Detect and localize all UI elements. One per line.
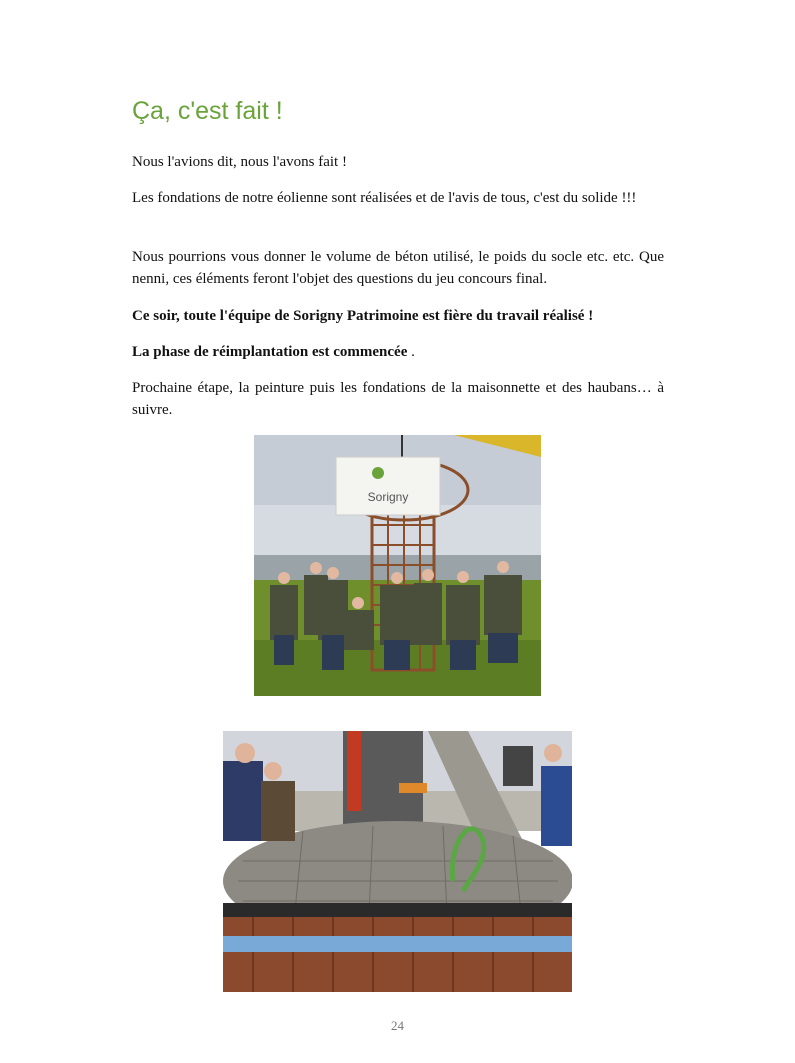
banner-logo: Sorigny	[367, 490, 409, 504]
phase-bold-text: La phase de réimplantation est commencée	[132, 344, 408, 360]
concrete-photo	[223, 731, 572, 992]
page-number: 24	[391, 1018, 404, 1033]
paragraph-volume: Nous pourrions vous donner le volume de béton utilisé, le poids du socle etc. etc. Que nenni, ces éléments feront l'objet des questions du jeu concours final.	[132, 249, 664, 287]
paragraph-foundations: Les fondations de notre éolienne sont réalisées et de l'avis de tous, c'est du solide !!!	[132, 190, 637, 206]
paragraph-next-step: Prochaine étape, la peinture puis les fondations de la maisonnette et des haubans… à suivre.	[132, 380, 664, 418]
paragraph-intro: Nous l'avions dit, nous l'avons fait !	[132, 154, 347, 170]
page-title: Ça, c'est fait !	[132, 97, 283, 125]
paragraph-phase	[132, 341, 664, 363]
team-photo	[254, 435, 541, 696]
phase-period: .	[407, 344, 415, 360]
paragraph-team: Ce soir, toute l'équipe de Sorigny Patrimoine est fière du travail réalisé !	[132, 308, 594, 324]
